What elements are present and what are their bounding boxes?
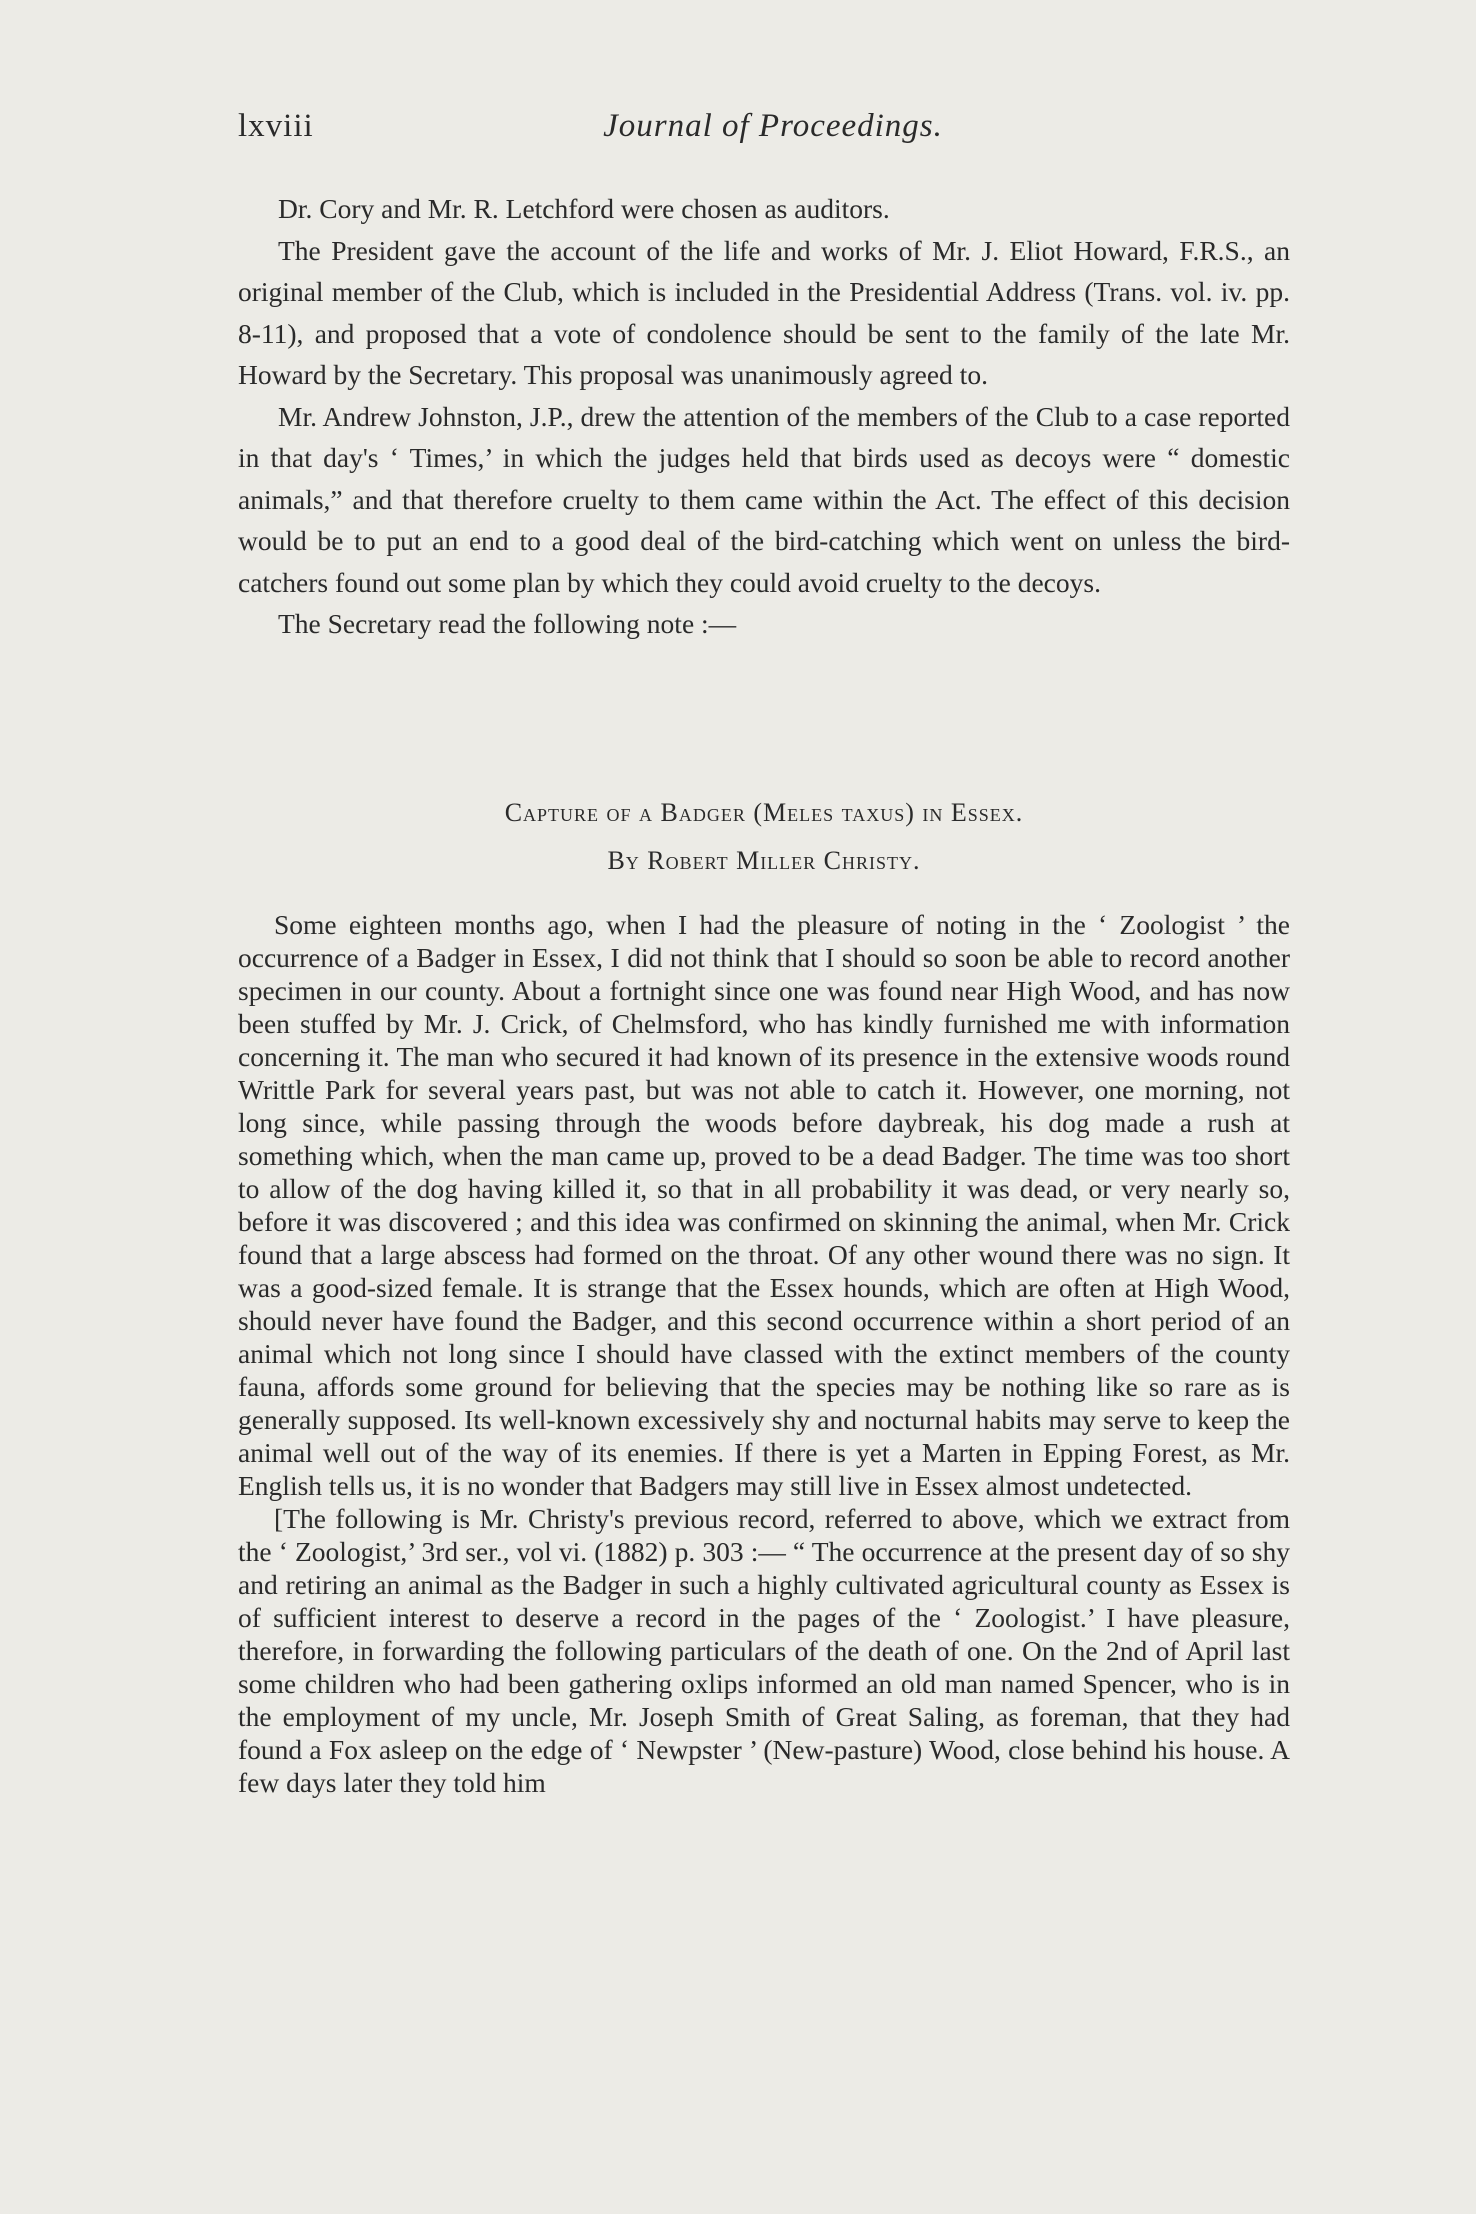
paragraph-secretary: The Secretary read the following note :—	[278, 608, 737, 639]
page-number: lxviii	[238, 108, 314, 144]
note-title: Capture of a Badger (Meles taxus) in Essex.	[504, 798, 1024, 827]
note-author: By Robert Miller Christy.	[607, 846, 921, 875]
paragraph-badger-note: Some eighteen months ago, when I had the pleasure of noting in the ‘ Zoologist ’ the occurrence of a Badger in Essex, I did not think that I should so soon be able to record another specimen in our county. About a fortnight since one was found near High Wood, and has now been stuffed by Mr. J. Crick, of Chelmsford, who has kindly furnished me with information concerning it. The man who secured it had known of its presence in the extensive woods round Writtle Park for several years past, but was not able to catch it. However, one morning, not long since, while passing through the woods before daybreak, his dog made a rush at something which, when the man came up, proved to be a dead Badger. The time was too short to allow of the dog having killed it, so that in all probability it was dead, or very nearly so, before it was discovered ; and this idea was confirmed on skinning the animal, when Mr. Crick found that a large abscess had formed on the throat. Of any other wound there was no sign. It was a good-sized female. It is strange that the Essex hounds, which are often at High Wood, should never have found the Badger, and this second occurrence within a short period of an animal which not long since I should have classed with the extinct members of the county fauna, affords some ground for believing that the species may be nothing like so rare as is generally supposed. Its well-known excessively shy and nocturnal habits may serve to keep the animal well out of the way of its enemies. If there is yet a Marten in Epping Forest, as Mr. English tells us, it is no wonder that Badgers may still live in Essex almost undetected.	[238, 909, 1290, 1501]
paragraph-president: The President gave the account of the life and works of Mr. J. Eliot Howard, F.R.S., an original member of the Club, which is included in the Presidential Address (Trans. vol. iv. pp. 8-11), and proposed that a vote of condolence should be sent to the family of the late Mr. Howard by the Secretary. This proposal was unanimously agreed to.	[238, 234, 1290, 390]
paragraph-auditors: Dr. Cory and Mr. R. Letchford were chosen as auditors.	[278, 193, 890, 224]
paragraph-johnston: Mr. Andrew Johnston, J.P., drew the attention of the members of the Club to a case reported in that day's ‘ Times,’ in which the judges held that birds used as decoys were “ domestic animals,” and that therefore cruelty to them came within the Act. The effect of this decision would be to put an end to a good deal of the bird-catching which went on unless the bird-catchers found out some plan by which they could avoid cruelty to the decoys.	[238, 400, 1290, 598]
paragraph-previous-record: [The following is Mr. Christy's previous record, referred to above, which we extract from the ‘ Zoologist,’ 3rd ser., vol vi. (1882) p. 303 :— “ The occurrence at the present day of so shy and retiring an animal as the Badger in such a highly cultivated agricultural county as Essex is of sufficient interest to deserve a record in the pages of the ‘ Zoologist.’ I have pleasure, therefore, in forwarding the following particulars of the death of one. On the 2nd of April last some children who had been gathering oxlips informed an old man named Spencer, who is in the employment of my uncle, Mr. Joseph Smith of Great Saling, as foreman, that they had found a Fox asleep on the edge of ‘ Newpster ’ (New-pasture) Wood, close behind his house. A few days later they told him	[238, 1503, 1290, 1798]
page-header	[238, 108, 1308, 154]
proceedings-text	[238, 188, 1290, 645]
note-text	[238, 908, 1290, 1799]
running-title: Journal of Proceedings.	[603, 108, 943, 144]
